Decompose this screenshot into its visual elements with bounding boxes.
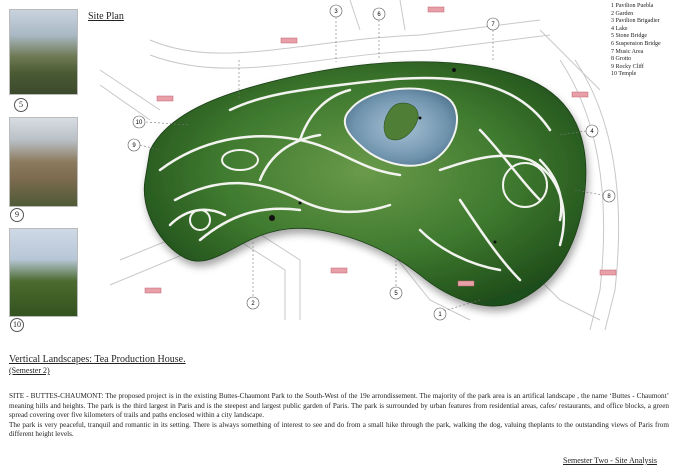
- svg-text:6: 6: [377, 12, 381, 18]
- site-description: [9, 392, 669, 440]
- project-title: Vertical Landscapes: Tea Production House.: [9, 354, 186, 365]
- svg-text:1: 1: [438, 312, 442, 318]
- legend-item: 8 Grotto: [611, 56, 632, 63]
- marker-2: [247, 297, 259, 309]
- legend-item: 10 Temple: [611, 71, 637, 78]
- marker-4: [586, 125, 598, 137]
- svg-text:2: 2: [251, 301, 255, 307]
- svg-text:3: 3: [334, 9, 338, 15]
- marker-10: [133, 116, 145, 128]
- legend-item: 5 Stone Bridge: [611, 33, 647, 40]
- site-plan-title: Site Plan: [88, 11, 124, 22]
- photo-number: 10: [10, 318, 24, 332]
- svg-text:4: 4: [590, 129, 594, 135]
- footer-label: Semester Two - Site Analysis: [563, 456, 657, 465]
- legend-item: 3 Pavilion Brigadier: [611, 18, 660, 25]
- description-paragraph: SITE - BUTTES-CHAUMONT: The proposed project is in the existing Buttes-Chaumont Park to the South-West of the 19e arrondissement. The majority of the park area is an artifical landscape , the name ‘Buttes - Chaumont’ meaning hills and heights. The park is the third largest in Paris and is the steepest and largest public garden of Paris. The park is surrounded by urban features from residential areas, cafes/ restaurants, and office blocks, a green spread covering over five kilometers of trails and paths enclosed within a city landscape.: [9, 392, 669, 420]
- legend-item: 2 Garden: [611, 10, 634, 17]
- photo-number: 5: [14, 98, 28, 112]
- marker-5: [390, 287, 402, 299]
- marker-7: [487, 18, 499, 30]
- marker-1: [434, 308, 446, 320]
- legend-item: 6 Suspension Bridge: [611, 40, 661, 47]
- marker-8: [603, 190, 615, 202]
- legend-item: 4 Lake: [611, 25, 628, 32]
- svg-text:10: 10: [135, 120, 143, 126]
- svg-text:9: 9: [132, 143, 136, 149]
- legend-item: 7 Music Area: [611, 48, 644, 55]
- photo-number: 9: [10, 208, 24, 222]
- svg-text:8: 8: [607, 194, 611, 200]
- legend-item: 1 Pavilion Puebla: [611, 3, 654, 9]
- svg-text:5: 5: [394, 291, 398, 297]
- svg-text:7: 7: [491, 22, 495, 28]
- marker-6: [373, 8, 385, 20]
- marker-3: [330, 5, 342, 17]
- marker-9: [128, 139, 140, 151]
- semester-label: (Semester 2): [9, 366, 50, 375]
- legend-item: 9 Rocky Cliff: [611, 63, 644, 70]
- description-paragraph: The park is very peaceful, tranquil and romantic in its setting. There is always something of interest to see and do from a small hike through the park, walking the dog, valuing theplants to the outstanding views of Paris from different height levels.: [9, 420, 669, 439]
